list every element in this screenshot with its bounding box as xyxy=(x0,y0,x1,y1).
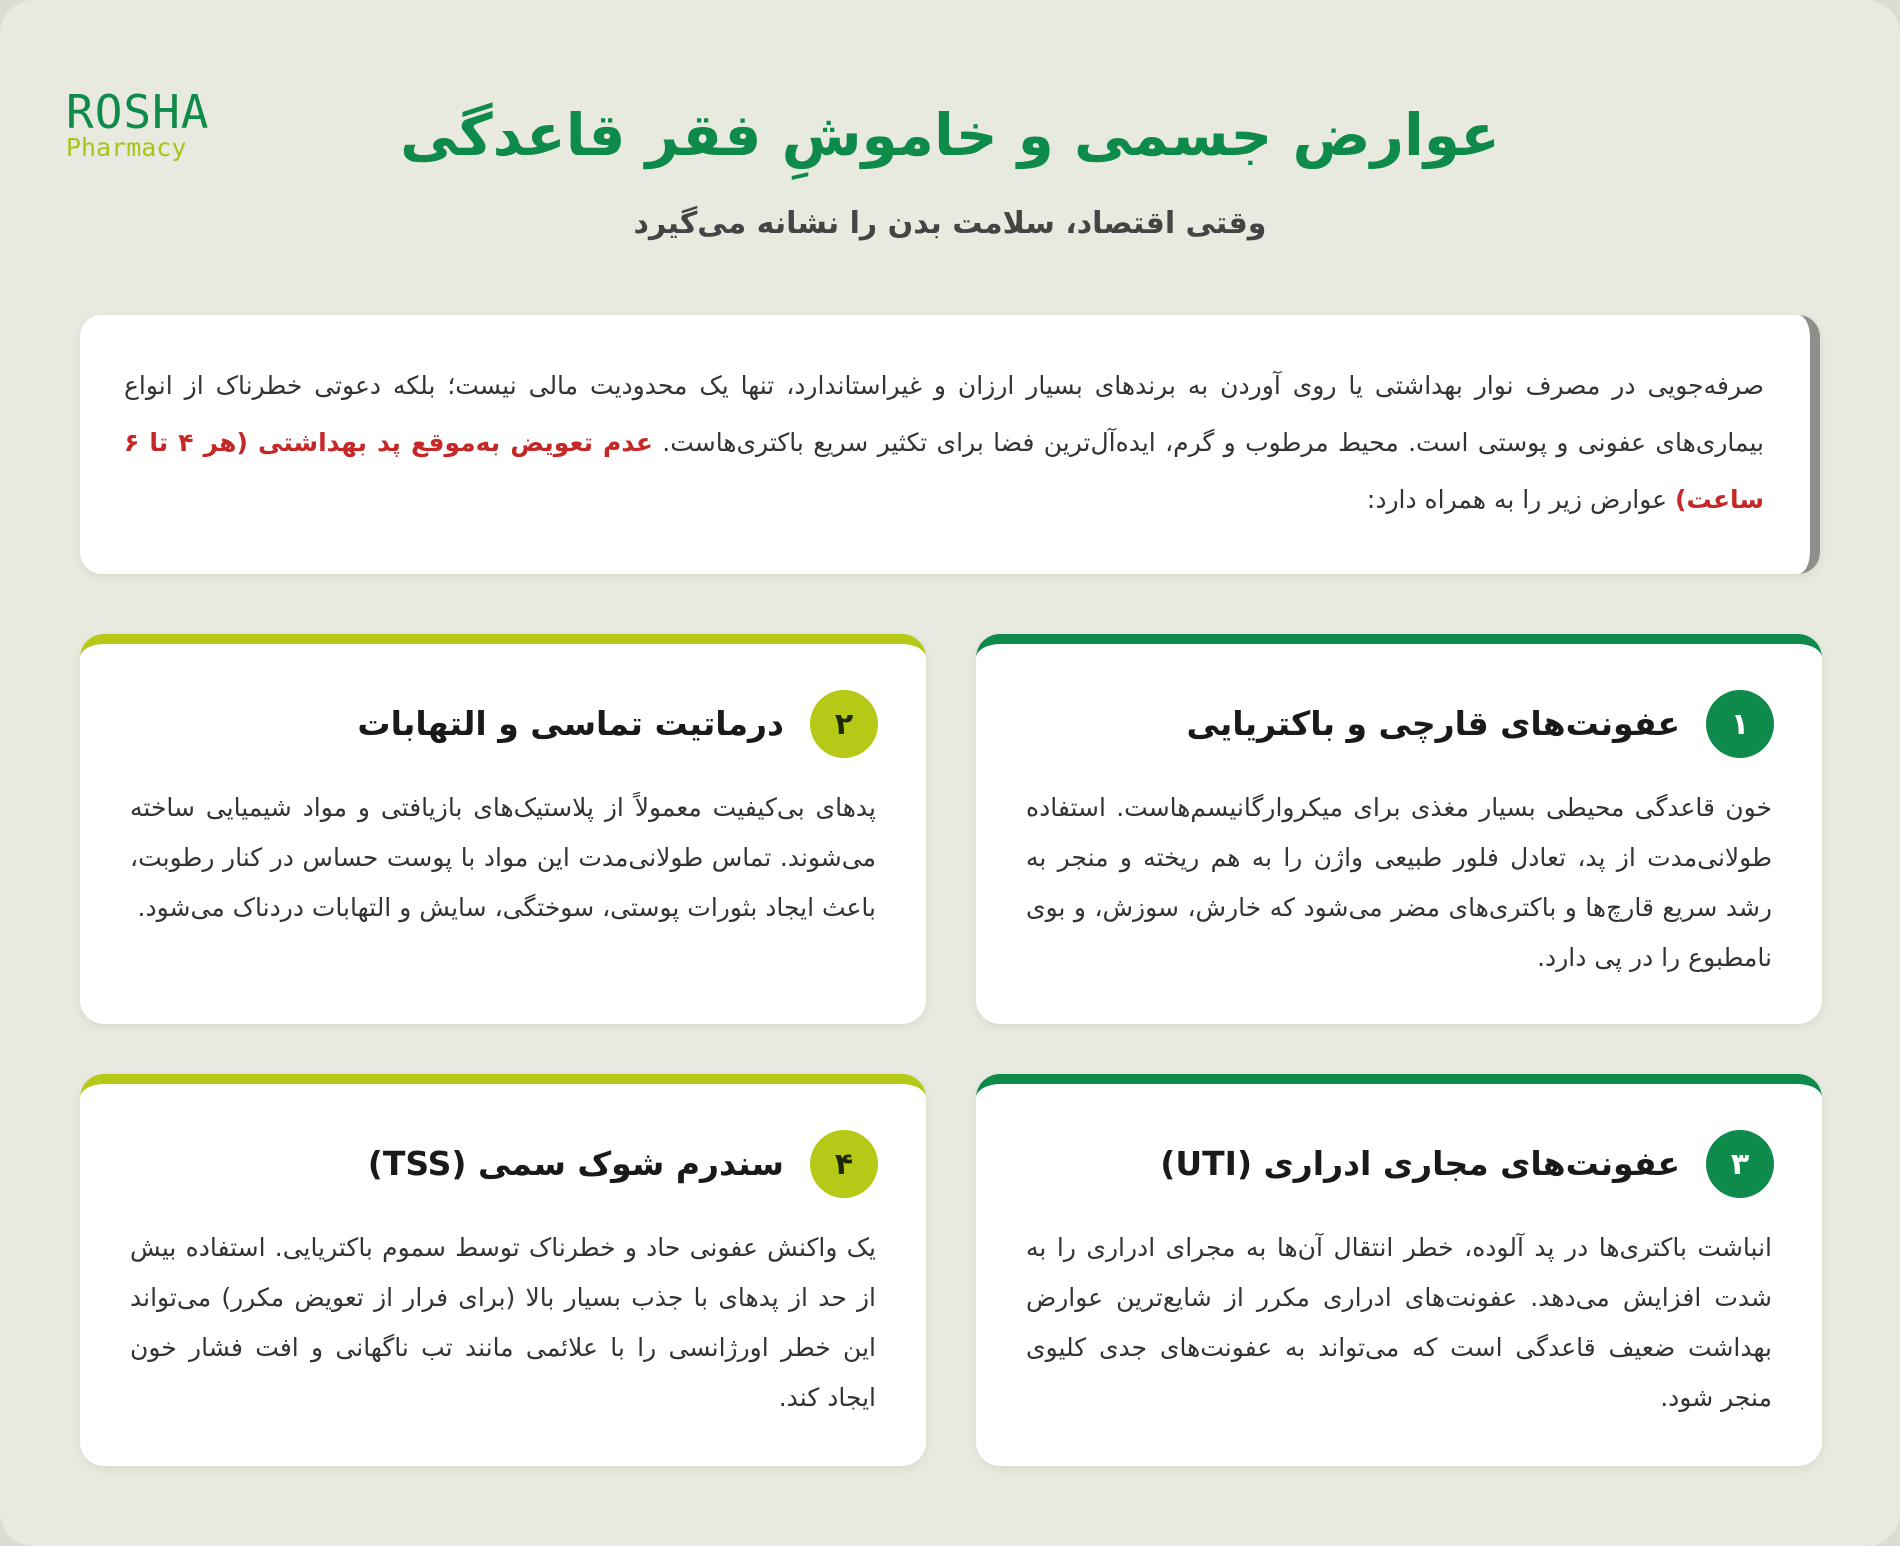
card-body: انباشت باکتری‌ها در پد آلوده، خطر انتقال آن‌ها به مجرای ادراری را به شدت افزایش می‌دهد. عفونت‌های ادراری مکرر از شایع‌ترین عوارض بهداشت ضعیف قاعدگی است که می‌تواند به عفونت‌های جدی کلیوی منجر شود. xyxy=(1026,1233,1772,1412)
card-fungal-bacterial-infections xyxy=(976,634,1822,1024)
number-badge: ۴ xyxy=(810,1130,878,1198)
card-urinary-tract-infections xyxy=(976,1074,1822,1466)
intro-highlight: عدم تعویض به‌موقع پد بهداشتی (هر ۴ تا ۶ ساعت) xyxy=(124,428,1764,514)
logo-wordmark: ROSHA xyxy=(66,85,210,139)
intro-text-end: عوارض زیر را به همراه دارد: xyxy=(1366,485,1668,514)
intro-box xyxy=(80,315,1820,574)
number-badge: ۱ xyxy=(1706,690,1774,758)
intro-text: صرفه‌جویی در مصرف نوار بهداشتی یا روی آوردن به برندهای بسیار ارزان و غیراستاندارد، تنها یک محدودیت مالی نیست؛ بلکه دعوتی خطرناک از انواع بیماری‌های عفونی و پوستی است. محیط مرطوب و گرم، ایده‌آل‌ترین فضا برای تکثیر سریع باکتری‌هاست. xyxy=(124,371,1764,457)
card-title: عفونت‌های مجاری ادراری (UTI) xyxy=(1160,1144,1680,1183)
card-body: یک واکنش عفونی حاد و خطرناک توسط سموم باکتریایی. استفاده بیش از حد از پدهای با جذب بسیار بالا (برای فرار از تعویض مکرر) می‌تواند این خطر اورژانسی را با علائمی مانند تب ناگهانی و افت فشار خون ایجاد کند. xyxy=(130,1233,876,1412)
card-body: پدهای بی‌کیفیت معمولاً از پلاستیک‌های بازیافتی و مواد شیمیایی ساخته می‌شوند. تماس طولانی‌مدت این مواد با پوست حساس در کنار رطوبت، باعث ایجاد بثورات پوستی، سوختگی، سایش و التهابات دردناک می‌شود. xyxy=(130,793,876,922)
page-title: عوارض جسمی و خاموشِ فقر قاعدگی xyxy=(400,101,1500,169)
logo-subtext: Pharmacy xyxy=(66,133,187,162)
card-toxic-shock-syndrome xyxy=(80,1074,926,1466)
number-badge: ۳ xyxy=(1706,1130,1774,1198)
card-title: سندرم شوک سمی (TSS) xyxy=(367,1144,784,1183)
card-contact-dermatitis xyxy=(80,634,926,1024)
number-badge: ۲ xyxy=(810,690,878,758)
card-body: خون قاعدگی محیطی بسیار مغذی برای میکروارگانیسم‌هاست. استفاده طولانی‌مدت از پد، تعادل فلور طبیعی واژن را به هم ریخته و منجر به رشد سریع قارچ‌ها و باکتری‌های مضر می‌شود که خارش، سوزش، و بوی نامطبوع را در پی دارد. xyxy=(1026,793,1772,972)
card-title: درماتیت تماسی و التهابات xyxy=(357,704,784,743)
page-subtitle: وقتی اقتصاد، سلامت بدن را نشانه می‌گیرد xyxy=(633,206,1267,241)
card-title: عفونت‌های قارچی و باکتریایی xyxy=(1186,704,1680,743)
